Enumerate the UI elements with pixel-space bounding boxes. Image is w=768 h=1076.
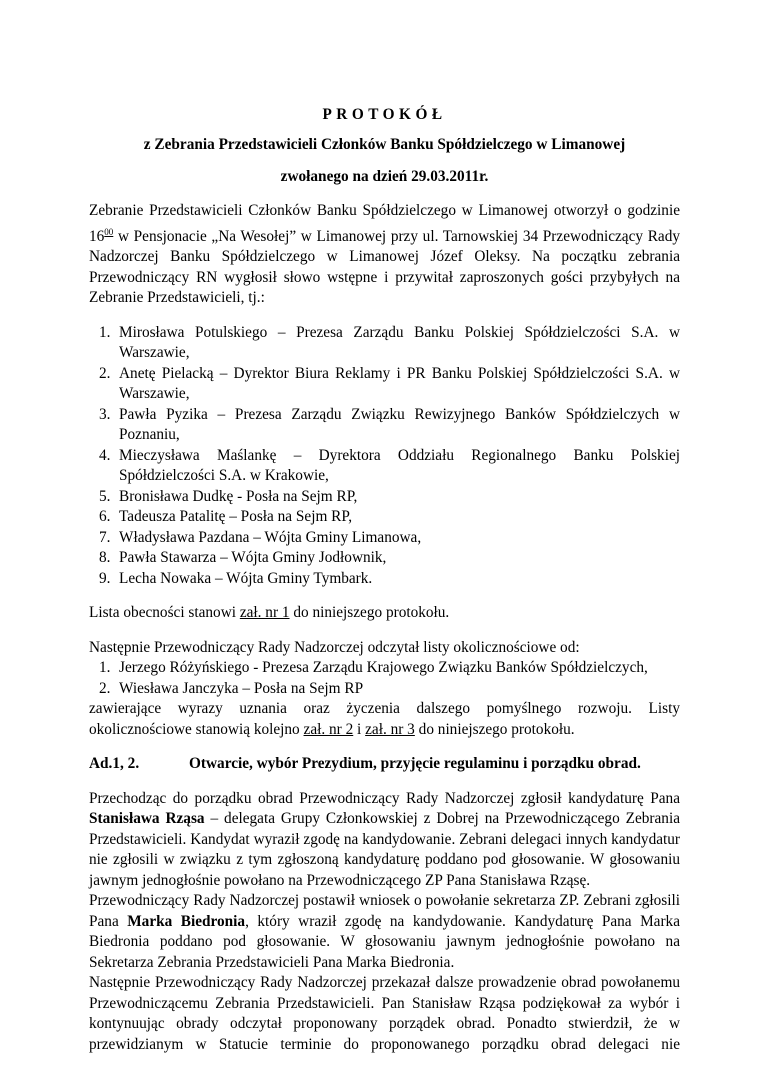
section-title: Otwarcie, wybór Prezydium, przyjęcie regulaminu i porządku obrad. [189, 755, 641, 772]
list-item: 5. Bronisława Dudkę - Posła na Sejm RP, [99, 487, 358, 505]
list-item: 9. Lecha Nowaka – Wójta Gminy Tymbark. [99, 569, 373, 587]
list-item: 4. Mieczysława Maślankę – Dyrektora Oddziału Regionalnego Banku Polskiej Spółdzielczości S.A. w Krakowie, [99, 446, 680, 484]
hour-superscript: 00 [104, 226, 114, 237]
document-body [89, 105, 680, 1076]
list-item: 1. Mirosława Potulskiego – Prezesa Zarządu Banku Polskiej Spółdzielczości S.A. w Warszawie, [99, 323, 680, 361]
letters-paragraph: zawierające wyrazy uznania oraz życzenia dalszego pomyślnego rozwoju. Listy okolicznościowe stanowią kolejno zał. nr 2 i zał. nr 3 do niniejszego protokołu. [89, 700, 680, 738]
chairman-name: Stanisława Rząsa [89, 810, 205, 827]
list-item: 8. Pawła Stawarza – Wójta Gminy Jodłownik, [99, 549, 387, 566]
section-heading [89, 754, 680, 775]
guest-list [89, 323, 680, 590]
list-item: 6. Tadeusza Patalitę – Posła na Sejm RP, [99, 508, 353, 525]
paragraph-chairman: Przechodząc do porządku obrad Przewodniczący Rady Nadzorczej zgłosił kandydaturę Pana Stanisława Rząsa – delegata Grupy Członkowskiej z Dobrej na Przewodniczącego Zebrania Przedstawicieli. Kandydat wyraził zgodę na kandydowanie. Zebrani delegaci innych kandydatur nie zgłosili w związku z tym zgłoszoną kandydaturę poddano pod głosowanie. W głosowaniu jawnym jednogłośnie powołano na Przewodniczącego ZP Pana Stanisława Rząsę. [89, 789, 680, 889]
list-item: 7. Władysława Pazdana – Wójta Gminy Limanowa, [99, 528, 422, 546]
list-item: 3. Pawła Pyzika – Prezesa Zarządu Związku Rewizyjnego Banków Spółdzielczych w Poznaniu, [99, 405, 680, 443]
list-item: 1. Jerzego Różyńskiego - Prezesa Zarządu Krajowego Związku Banków Spółdzielczych, [99, 659, 648, 676]
paragraph-secretary: Przewodniczący Rady Nadzorczej postawił wniosek o powołanie sekretarza ZP. Zebrani zgłosili Pana Marka Biedronia, który wraził zgodę na kandydowanie. Kandydaturę Pana Marka Biedronia poddano pod głosowanie. W głosowaniu jawnym jednogłośnie powołano na Sekretarza Zebrania Przedstawicieli Pana Marka Biedronia. [89, 892, 680, 971]
paragraph-agenda: Następnie Przewodniczący Rady Nadzorczej przekazał dalsze prowadzenie obrad powołanemu Przewodniczącemu Zebrania Przedstawicieli. Pan Stanisław Rząsa podziękował za wybór i kontynuując obrady odczytał proponowany porządek obrad. Ponadto stwierdził, że w przewidzianym w Statucie terminie do proponowanego porządku obrad delegaci nie [89, 974, 680, 1053]
document-subtitle: z Zebrania Przedstawicieli Członków Banku Spółdzielczego w Limanowej [143, 136, 626, 153]
letters-list [89, 658, 680, 699]
document-title: PROTOKÓŁ [322, 106, 447, 123]
attachment-3-link: zał. nr 3 [365, 720, 415, 738]
section-number: Ad.1, 2. [89, 755, 140, 772]
attachment-1-link: zał. nr 1 [239, 604, 290, 621]
list-item: 2. Anetę Pielacką – Dyrektor Biura Reklamy i PR Banku Polskiej Spółdzielczości S.A. w Warszawie, [99, 364, 680, 402]
intro-paragraph: Zebranie Przedstawicieli Członków Banku Spółdzielczego w Limanowej otworzył o godzinie $16^{00}$ w Pensjonacie „Na Wesołej” w Limanowej przy ul. Tarnowskiej 34 Przewodniczący Rady Nadzorczej Banku Spółdzielczego w Limanowej Józef Oleksy. Na początku zebrania Przewodniczący RN wygłosił słowo wstępne i przywitał zaproszonych gości przybyłych na Zebranie Przedstawicieli, tj.: [89, 202, 680, 306]
letters-intro: Następnie Przewodniczący Rady Nadzorczej odczytał listy okolicznościowe od: [89, 638, 580, 656]
attachment-2-link: zał. nr 2 [303, 720, 354, 738]
attendance-paragraph: Lista obecności stanowi zał. nr 1 do niniejszego protokołu. [89, 604, 450, 621]
meeting-date: zwołanego na dzień 29.03.2011r. [280, 167, 489, 185]
secretary-name: Marka Biedronia [127, 912, 246, 930]
list-item: 2. Wiesława Janczyka – Posła na Sejm RP [99, 679, 364, 697]
